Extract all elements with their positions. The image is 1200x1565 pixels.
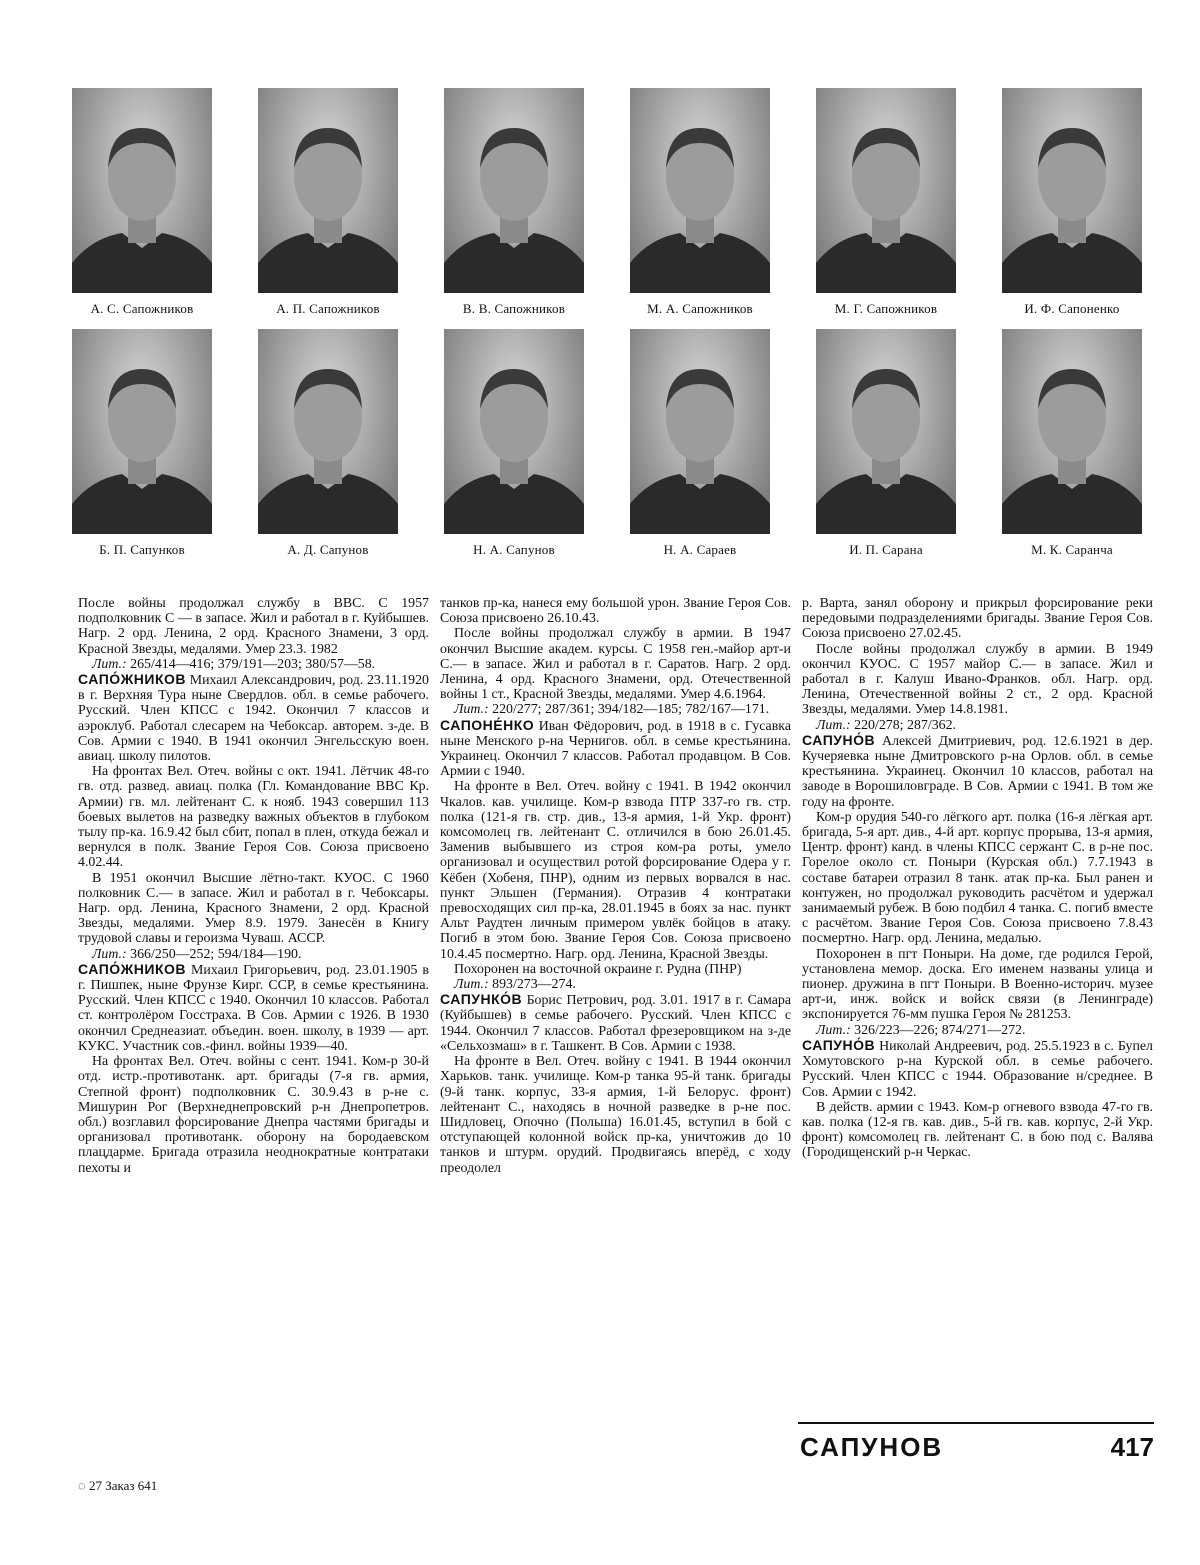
portrait-caption: И. П. Сарана	[849, 542, 923, 557]
portrait-silhouette	[1002, 88, 1142, 293]
portrait-caption: А. П. Сапожников	[276, 301, 380, 316]
entry-heading: САПО́ЖНИКОВ	[78, 671, 187, 688]
literature-label: Лит.:	[454, 977, 489, 993]
portrait-silhouette	[444, 329, 584, 534]
portrait-photo	[444, 329, 584, 534]
portrait-photo	[1002, 88, 1142, 293]
entry-body: Иван Фёдорович, род. в 1918 в с. Гусавка ныне Менского р-на Чернигов. обл. в семье крестьянина. Украинец. Окончил 7 классов. Работал продавцом. В Сов. Армии с 1940.	[440, 718, 791, 780]
literature-label: Лит.:	[92, 946, 127, 962]
portrait-caption: А. С. Сапожников	[90, 301, 194, 316]
portrait-silhouette	[1002, 329, 1142, 534]
page-number: 417	[1110, 1432, 1154, 1462]
portrait-silhouette	[72, 329, 212, 534]
portrait-caption: А. Д. Сапунов	[287, 542, 369, 557]
portrait	[620, 88, 780, 317]
literature-text: 366/250—252; 594/184—190.	[130, 946, 302, 962]
article-columns	[78, 596, 1154, 1176]
entry-body: Борис Петрович, род. 3.01. 1917 в г. Самара (Куйбышев) в семье рабочего. Русский. Член КПСС с 1944. Окончил 7 классов. Работал фрезеровщиком на з-де «Сельхозмаш» в г. Ташкент. В Сов. Армии с 1938.	[440, 993, 791, 1054]
paragraph: Похоронен в пгт Поныри. На доме, где родился Герой, установлена мемор. доска. Его именем названы улица и пионер. дружина в пгт Поныри. В Военно-историч. музее арт-и, инж. войск и войск связи (в Ленинграде) экспонируется 76-мм пушка Героя № 281253.	[802, 946, 1153, 1023]
paragraph: В 1951 окончил Высшие лётно-такт. КУОС. С 1960 полковник С.— в запасе. Жил и работал в г. Чебоксары. Нагр. орд. Ленина, Красного Знамени, 2 орд. Красной Звезды, медалями. Умер 8.9. 1979. Занесён в Книгу трудовой славы и героизма Чуваш. АССР.	[78, 870, 429, 947]
portrait-silhouette	[816, 329, 956, 534]
portrait-silhouette	[630, 329, 770, 534]
portrait-photo	[258, 329, 398, 534]
portrait-silhouette	[630, 88, 770, 293]
portrait-silhouette	[72, 88, 212, 293]
portrait-photo	[630, 88, 770, 293]
portrait-photo	[72, 329, 212, 534]
portrait-silhouette	[444, 88, 584, 293]
portrait-silhouette	[258, 329, 398, 534]
paragraph: Похоронен на восточной окраине г. Рудна (ПНР)	[454, 961, 742, 977]
portrait-photo	[72, 88, 212, 293]
portrait	[992, 88, 1152, 317]
portrait	[62, 329, 222, 558]
print-order-mark: ◌ 27 Заказ 641	[78, 1478, 158, 1493]
portrait	[806, 88, 966, 317]
literature-ref	[440, 702, 791, 717]
entry	[440, 718, 791, 780]
entry-heading: САПОНЕ́НКО	[440, 716, 535, 733]
paragraph: На фронтах Вел. Отеч. войны с окт. 1941. Лётчик 48-го гв. отд. развед. авиац. полка (Гл. Командование ВВС Кр. Армии) гв. мл. лейтенант С. к нояб. 1943 совершил 113 боевых вылетов на разведку важных объектов в глубоком тылу пр-ка. 16.9.42 был сбит, попал в плен, откуда бежал и вернулся в полк. Звание Героя Сов. Союза присвоено 4.02.44.	[78, 764, 429, 871]
portrait-caption: М. К. Саранча	[1031, 542, 1113, 557]
literature-label: Лит.:	[816, 1022, 851, 1038]
portrait	[620, 329, 780, 558]
portrait	[434, 88, 594, 317]
entry-body: Михаил Александрович, род. 23.11.1920 в г. Верхняя Тура ныне Свердлов. обл. в семье рабочего. Русский. Член КПСС с 1942. Окончил 7 классов и аэроклуб. Работал слесарем на Чебоксар. авторем. з-де. В Сов. Армии с 1940. В 1941 окончил Энгельсскую воен. авиац. школу пилотов.	[78, 673, 429, 765]
entry-heading: САПУНО́В	[802, 1036, 876, 1053]
portrait-gallery	[62, 88, 1152, 558]
portrait	[992, 329, 1152, 558]
running-head: САПУНОВ	[800, 1432, 944, 1462]
portrait-caption: И. Ф. Сапоненко	[1024, 301, 1120, 316]
entry-body: Алексей Дмитриевич, род. 12.6.1921 в дер. Кучеряевка ныне Дмитровского р-на Орлов. обл. в семье крестьянина. Украинец. Окончил 10 классов, работал на заводе в Ворошиловграде. В Сов. Армии с 1941. В том же году на фронте.	[802, 733, 1153, 810]
portrait-caption: В. В. Сапожников	[462, 301, 566, 316]
paragraph: В действ. армии с 1943. Ком-р огневого взвода 47-го гв. кав. полка (12-я гв. кав. див., 5-й гв. кав. корпус, 2-й Укр. фронт) комсомолец гв. лейтенант С. в бою под с. Валява (Городищенский р-н Черкас.	[802, 1099, 1153, 1161]
portrait	[806, 329, 966, 558]
portrait-photo	[258, 88, 398, 293]
literature-text: 220/278; 287/362.	[854, 717, 957, 733]
entry	[802, 733, 1153, 810]
portrait-photo	[1002, 329, 1142, 534]
literature-ref	[802, 1023, 1153, 1038]
entry	[78, 672, 429, 764]
literature-label: Лит.:	[92, 656, 127, 672]
paragraph: После войны продолжал службу в армии. В 1949 окончил КУОС. С 1957 майор С.— в запасе. Жил и работал в г. Калуш Ивано-Франков. обл. Нагр. орд. Ленина, Отечественной войны 2 ст., 2 орд. Красной Звезды, медалями. Умер 14.8.1981.	[802, 641, 1153, 718]
entry-body: Николай Андреевич, род. 25.5.1923 в с. Бупел Хомутовского р-на Курской обл. в семье рабочего. Русский. Член КПСС с 1944. Образование н/среднее. В Сов. Армии с 1942.	[802, 1038, 1153, 1100]
literature-ref	[78, 657, 429, 672]
paragraph: танков пр-ка, нанеся ему большой урон. Звание Героя Сов. Союза присвоено 26.10.43.	[440, 596, 791, 627]
footer-rule	[798, 1422, 1154, 1424]
paragraph: После войны продолжал службу в армии. В 1947 окончил Высшие академ. курсы. С 1958 ген.-майор арт-и С.— в запасе. Жил и работал в г. Саратов. Нагр. 2 орд. Ленина, 4 орд. Красного Знамени, орд. Отечественной войны 1 ст., Красной Звезды, медалями. Умер 4.6.1964.	[440, 626, 791, 703]
literature-text: 265/414—416; 379/191—203; 380/57—58.	[130, 656, 376, 672]
portrait	[434, 329, 594, 558]
literature-ref	[78, 947, 429, 962]
portrait	[248, 88, 408, 317]
literature-text: 220/277; 287/361; 394/182—185; 782/167—171.	[492, 702, 770, 718]
entry-heading: САПО́ЖНИКОВ	[78, 960, 187, 977]
literature-ref	[440, 977, 791, 992]
column-3	[802, 596, 1153, 1176]
paragraph: р. Варта, занял оборону и прикрыл форсирование реки передовыми подразделениями бригады. Звание Героя Сов. Союза присвоено 27.02.45.	[802, 596, 1153, 642]
entry-body: Михаил Григорьевич, род. 23.01.1905 в г. Пишпек, ныне Фрунзе Кирг. ССР, в семье крестьянина. Русский. Член КПСС с 1940. Окончил 10 классов. Работал ст. контролёром Госстраха. В Сов. Армии с 1926. В 1930 окончил Среднеазиат. объедин. воен. школу, в 1939 — арт. КУКС. Участник сов.-финл. войны 1939—40.	[78, 962, 429, 1054]
column-2	[440, 596, 791, 1176]
portrait	[62, 88, 222, 317]
portrait-caption: Б. П. Сапунков	[99, 542, 185, 557]
paragraph: После войны продолжал службу в ВВС. С 1957 подполковник С — в запасе. Жил и работал в г. Куйбышев. Нагр. 2 орд. Ленина, 2 орд. Красного Знамени, 3 орд. Красной Звезды, медалями. Умер 23.3. 1982	[78, 596, 429, 657]
literature-text: 893/273—274.	[492, 977, 576, 993]
portrait-caption: Н. А. Сараев	[663, 542, 737, 557]
portrait-row-1	[62, 88, 1152, 317]
literature-text: 326/223—226; 874/271—272.	[854, 1022, 1026, 1038]
entry	[440, 992, 791, 1054]
literature-label: Лит.:	[816, 717, 851, 733]
paragraph: Ком-р орудия 540-го лёгкого арт. полка (16-я лёгкая арт. бригада, 5-я арт. див., 4-й арт. корпус прорыва, 13-я армия, Центр. фронт) канд. в члены КПСС сержант С. в р-не пос. Горелое около ст. Поныри (Курская обл.) 7.7.1943 в составе батареи отразил 8 танк. атак пр-ка. Был ранен и контужен, но продолжал руководить расчётом и удержал занимаемый рубеж. В бою подбил 4 танка. С. погиб вместе с расчётом. Звание Героя Сов. Союза присвоено 7.8.43 посмертно. Нагр. орд. Ленина, медалью.	[802, 809, 1153, 947]
portrait-photo	[444, 88, 584, 293]
literature-label: Лит.:	[454, 702, 489, 718]
portrait-photo	[630, 329, 770, 534]
portrait	[248, 329, 408, 558]
portrait-silhouette	[258, 88, 398, 293]
portrait-caption: М. Г. Сапожников	[834, 301, 938, 316]
paragraph: На фронте в Вел. Отеч. войну с 1941. В 1944 окончил Харьков. танк. училище. Ком-р танка 95-й танк. бригады (9-й танк. корпус, 33-я армия, 1-й Белорус. фронт) лейтенант С., находясь в ночной разведке в р-не пос. Шидловец, Опочно (Польша) 16.01.45, вступил в бой с отступающей колонной войск пр-ка, уничтожив до 10 танков и штурм. орудий. Продвигаясь вперёд, с ходу преодолел	[440, 1054, 791, 1176]
entry	[802, 1038, 1153, 1100]
literature-ref	[802, 718, 1153, 733]
entry	[78, 962, 429, 1054]
entry-heading: САПУНО́В	[802, 731, 876, 748]
paragraph: На фронте в Вел. Отеч. войну с 1941. В 1942 окончил Чкалов. кав. училище. Ком-р взвода ПТР 337-го гв. стр. полка (121-я гв. стр. див., 13-я армия, 1-й Укр. фронт) комсомолец гв. лейтенант С. отличился в бою 26.01.45. Заменив выбывшего из строя ком-ра роты, умело организовал и осуществил ротой форсирование Одера у г. Кёбен (Хобеня, ПНР), одним из первых ворвался в нас. пункт Эльшен (Германия). Отразив 4 контратаки превосходящих сил пр-ка, 28.01.1945 в боях за нас. пункт Альт Раудтен личным примером увлёк бойцов в атаку. Погиб в этом бою. Звание Героя Сов. Союза присвоено 10.4.45 посмертно. Нагр. орд. Ленина, Красной Звезды.	[440, 779, 791, 962]
paragraph: На фронтах Вел. Отеч. войны с сент. 1941. Ком-р 30-й отд. истр.-противотанк. арт. бригады (7-я гв. армия, Степной фронт) подполковник С. 30.9.43 в р-не с. Мишурин Рог (Верхнеднепровский р-н Днепропетров. обл.) возглавил форсирование Днепра частями бригады и организовал противотанк. оборону на бородаевском плацдарме. Бригада отразила неоднократные контратаки пехоты и	[78, 1054, 429, 1176]
portrait-row-2	[62, 329, 1152, 558]
entry-heading: САПУНКО́В	[440, 991, 523, 1008]
column-1	[78, 596, 429, 1176]
portrait-photo	[816, 329, 956, 534]
portrait-caption: М. А. Сапожников	[647, 301, 753, 316]
portrait-photo	[816, 88, 956, 293]
portrait-silhouette	[816, 88, 956, 293]
portrait-caption: Н. А. Сапунов	[473, 542, 555, 557]
